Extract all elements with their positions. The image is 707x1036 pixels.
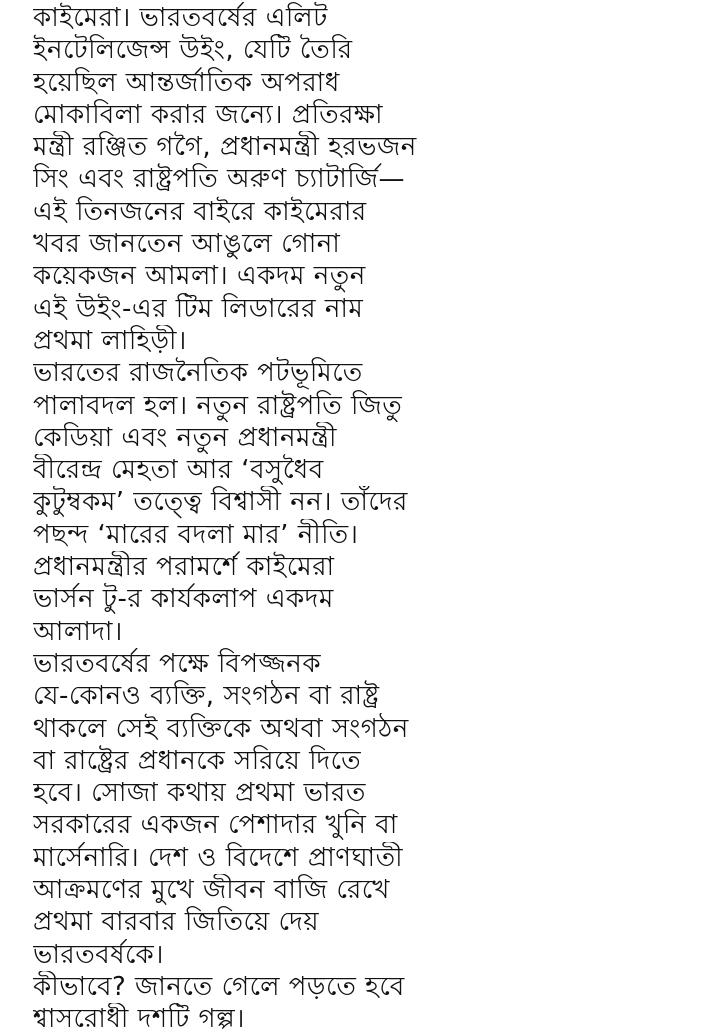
text-line: সিং এবং রাষ্ট্রপতি অরুণ চ্যাটার্জি— xyxy=(33,164,406,195)
text-line: কাইমেরা। ভারতবর্ষের এলিট xyxy=(33,3,328,33)
text-line: কীভাবে? জানতে গেলে পড়তে হবে xyxy=(33,971,405,1002)
text-line: মোকাবিলা করার জন্যে। প্রতিরক্ষা xyxy=(33,99,384,130)
text-line: প্রথমা লাহিড়ী। xyxy=(33,325,187,356)
text-line: মার্সেনারি। দেশ ও বিদেশে প্রাণঘাতী xyxy=(33,842,404,873)
text-line: ভারতবর্ষের পক্ষে বিপজ্জনক xyxy=(33,648,322,679)
text-line: এই তিনজনের বাইরে কাইমেরার xyxy=(33,196,367,227)
text-line: কুটুম্বকম’ তত্ত্বে বিশ্বাসী নন। তাঁদের xyxy=(33,487,408,518)
text-line: পালাবদল হল। নতুন রাষ্ট্রপতি জিতু xyxy=(33,390,403,421)
blurb-text xyxy=(33,2,683,1036)
text-line: এই উইং-এর টিম লিডারের নাম xyxy=(33,293,364,324)
text-line: প্রধানমন্ত্রীর পরামর্শে কাইমেরা xyxy=(33,552,335,583)
text-line: যে-কোনও ব্যক্তি, সংগঠন বা রাষ্ট্র xyxy=(33,681,380,712)
text-line: আক্রমণের মুখে জীবন বাজি রেখে xyxy=(33,875,390,906)
text-line: খবর জানতেন আঙুলে গোনা xyxy=(33,229,341,260)
text-line: আলাদা। xyxy=(33,616,123,647)
text-line: বীরেন্দ্র মেহতা আর ‘বসুধৈব xyxy=(33,455,324,486)
text-line: শ্বাসরোধী দশটি গল্প। xyxy=(33,1004,245,1035)
text-line: মন্ত্রী রঞ্জিত গগৈ, প্রধানমন্ত্রী হরভজন xyxy=(33,132,417,163)
text-line: সরকারের একজন পেশাদার খুনি বা xyxy=(33,810,398,841)
text-line: পছন্দ ‘মারের বদলা মার’ নীতি। xyxy=(33,519,359,550)
text-line: ইনটেলিজেন্স উইং, যেটি তৈরি xyxy=(33,35,353,66)
text-line: কেডিয়া এবং নতুন প্রধানমন্ত্রী xyxy=(33,422,337,453)
text-line: থাকলে সেই ব্যক্তিকে অথবা সংগঠন xyxy=(33,713,409,744)
text-line: ভার্সন টু-র কার্যকলাপ একদম xyxy=(33,584,334,615)
text-line: হবে। সোজা কথায় প্রথমা ভারত xyxy=(33,778,366,809)
text-line: বা রাষ্ট্রের প্রধানকে সরিয়ে দিতে xyxy=(33,745,362,776)
text-line: ভারতবর্ষকে। xyxy=(33,939,164,970)
text-line: ভারতের রাজনৈতিক পটভূমিতে xyxy=(33,358,363,389)
text-line: কয়েকজন আমলা। একদম নতুন xyxy=(33,261,366,292)
text-line: হয়েছিল আন্তর্জাতিক অপরাধ xyxy=(33,67,340,98)
text-line: প্রথমা বারবার জিতিয়ে দেয় xyxy=(33,907,320,938)
